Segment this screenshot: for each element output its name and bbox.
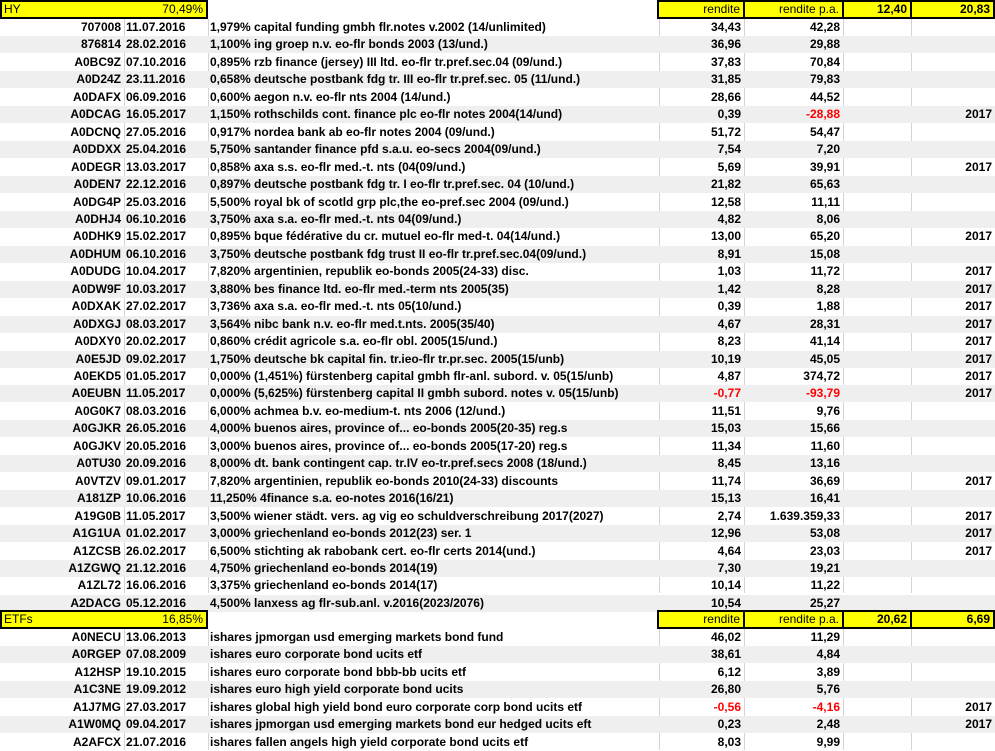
- year-cell[interactable]: [911, 577, 995, 594]
- wkn-cell[interactable]: A0DDXX: [72, 142, 121, 157]
- wkn-cell[interactable]: A0RGEP: [71, 647, 121, 662]
- rendite-pa-cell[interactable]: 41,14: [809, 334, 840, 349]
- rendite-cell[interactable]: 12,58: [710, 194, 741, 209]
- table-row[interactable]: [0, 333, 995, 350]
- date-cell[interactable]: 15.02.2017: [126, 229, 187, 244]
- table-row[interactable]: [0, 403, 995, 420]
- table-row[interactable]: [0, 176, 995, 193]
- year-cell[interactable]: [911, 89, 995, 106]
- table-row[interactable]: [0, 560, 995, 577]
- wkn-cell[interactable]: A12HSP: [74, 664, 121, 679]
- year-cell[interactable]: [911, 176, 995, 193]
- date-cell[interactable]: 06.10.2016: [126, 211, 187, 226]
- rendite-cell[interactable]: 10,14: [710, 578, 741, 593]
- rendite-pa-cell[interactable]: -28,88: [805, 107, 840, 122]
- rendite-pa-cell[interactable]: 5,76: [816, 682, 840, 697]
- year-cell[interactable]: [911, 664, 995, 681]
- date-cell[interactable]: 19.09.2012: [126, 682, 187, 697]
- table-row[interactable]: [0, 316, 995, 333]
- rendite-pa-cell[interactable]: 19,21: [809, 560, 840, 575]
- rendite-cell[interactable]: -0,56: [713, 699, 741, 714]
- year-cell[interactable]: [911, 438, 995, 455]
- rendite-cell[interactable]: -0,77: [713, 386, 741, 401]
- hy-total-1[interactable]: 12,40: [842, 0, 912, 19]
- name-cell[interactable]: 4,750% griechenland eo-bonds 2014(19): [210, 560, 438, 575]
- rendite-pa-cell[interactable]: 42,28: [809, 20, 840, 34]
- rendite-cell[interactable]: 38,61: [710, 647, 741, 662]
- year-cell[interactable]: [911, 246, 995, 263]
- year-cell[interactable]: [911, 734, 995, 751]
- table-row[interactable]: [0, 351, 995, 368]
- table-row[interactable]: [0, 71, 995, 88]
- year-cell[interactable]: 2017: [965, 508, 992, 523]
- name-cell[interactable]: 3,750% axa s.a. eo-flr med.-t. nts 04(09/und.): [210, 211, 462, 226]
- name-cell[interactable]: 4,500% lanxess ag flr-sub.anl. v.2016(2023/2076): [210, 595, 484, 610]
- rendite-pa-cell[interactable]: 9,76: [816, 403, 840, 418]
- etf-rendite-pa-header[interactable]: rendite p.a.: [743, 610, 844, 629]
- name-cell[interactable]: 5,500% royal bk of scotld grp plc,the eo-pref.sec 2004 (09/und.): [210, 194, 569, 209]
- rendite-pa-cell[interactable]: 28,31: [809, 316, 840, 331]
- wkn-cell[interactable]: A0DXY0: [74, 334, 121, 349]
- rendite-cell[interactable]: 1,42: [717, 281, 741, 296]
- rendite-cell[interactable]: 11,34: [711, 438, 741, 453]
- table-row[interactable]: [0, 298, 995, 315]
- year-cell[interactable]: 2017: [965, 229, 992, 244]
- wkn-cell[interactable]: A0DXAK: [71, 299, 121, 314]
- year-cell[interactable]: [911, 36, 995, 53]
- name-cell[interactable]: 1,750% deutsche bk capital fin. tr.ieo-flr tr.pr.sec. 2005(15/unb): [210, 351, 565, 366]
- table-row[interactable]: [0, 124, 995, 141]
- wkn-cell[interactable]: A0GJKR: [72, 421, 121, 436]
- wkn-cell[interactable]: A1ZGWQ: [68, 560, 121, 575]
- table-row[interactable]: [0, 490, 995, 507]
- year-cell[interactable]: 2017: [965, 281, 992, 296]
- year-cell[interactable]: [911, 681, 995, 698]
- year-cell[interactable]: 2017: [965, 473, 992, 488]
- rendite-cell[interactable]: 8,23: [717, 334, 741, 349]
- year-cell[interactable]: [911, 420, 995, 437]
- table-row[interactable]: [0, 106, 995, 123]
- year-cell[interactable]: 2017: [965, 159, 992, 174]
- etf-label-cell[interactable]: [0, 610, 208, 629]
- table-row[interactable]: [0, 473, 995, 490]
- hy-label-cell[interactable]: [0, 0, 208, 19]
- name-cell[interactable]: 7,820% argentinien, republik eo-bonds 2005(24-33) disc.: [210, 264, 529, 279]
- year-cell[interactable]: 2017: [965, 299, 992, 314]
- rendite-pa-cell[interactable]: 8,28: [816, 281, 840, 296]
- name-cell[interactable]: 11,250% 4finance s.a. eo-notes 2016(16/21): [210, 491, 454, 506]
- date-cell[interactable]: 19.10.2015: [126, 664, 187, 679]
- rendite-pa-cell[interactable]: 36,69: [809, 473, 840, 488]
- etf-total-2[interactable]: 6,69: [910, 610, 995, 629]
- name-cell[interactable]: 3,000% griechenland eo-bonds 2012(23) ser. 1: [210, 526, 472, 541]
- name-cell[interactable]: 3,564% nibc bank n.v. eo-flr med.t.nts. 2005(35/40): [210, 316, 495, 331]
- rendite-pa-cell[interactable]: 8,06: [816, 211, 840, 226]
- rendite-cell[interactable]: 4,87: [717, 369, 741, 383]
- table-row[interactable]: [0, 543, 995, 560]
- name-cell[interactable]: ishares fallen angels high yield corporate bond ucits etf: [210, 734, 529, 749]
- year-cell[interactable]: [911, 629, 995, 646]
- date-cell[interactable]: 22.12.2016: [126, 177, 187, 192]
- date-cell[interactable]: 10.03.2017: [126, 281, 187, 296]
- rendite-cell[interactable]: 34,43: [710, 20, 741, 34]
- year-cell[interactable]: [911, 124, 995, 141]
- name-cell[interactable]: 0,860% crédit agricole s.a. eo-flr obl. 2005(15/und.): [210, 334, 498, 349]
- date-cell[interactable]: 23.11.2016: [126, 72, 186, 87]
- name-cell[interactable]: 0,000% (5,625%) fürstenberg capital II gmbh subord. notes v. 05(15/unb): [210, 386, 619, 401]
- table-row[interactable]: [0, 681, 995, 698]
- name-cell[interactable]: 6,500% stichting ak rabobank cert. eo-flr certs 2014(und.): [210, 543, 536, 558]
- name-cell[interactable]: 3,500% wiener städt. vers. ag vig eo schuldverschreibung 2017(2027): [210, 508, 604, 523]
- date-cell[interactable]: 09.02.2017: [126, 351, 187, 366]
- year-cell[interactable]: 2017: [965, 316, 992, 331]
- year-cell[interactable]: 2017: [965, 369, 992, 383]
- rendite-pa-cell[interactable]: -4,16: [812, 699, 840, 714]
- date-cell[interactable]: 01.05.2017: [126, 369, 187, 383]
- wkn-cell[interactable]: A0NECU: [71, 630, 121, 644]
- date-cell[interactable]: 07.08.2009: [126, 647, 187, 662]
- wkn-cell[interactable]: A0DAFX: [72, 89, 121, 104]
- rendite-pa-cell[interactable]: 54,47: [809, 124, 840, 139]
- name-cell[interactable]: ishares jpmorgan usd emerging markets bond eur hedged ucits eft: [210, 717, 592, 732]
- name-cell[interactable]: 0,658% deutsche postbank fdg tr. III eo-flr tr.pref.sec. 05 (11/und.): [210, 72, 581, 87]
- rendite-pa-cell[interactable]: 29,88: [809, 37, 840, 52]
- wkn-cell[interactable]: A1W0MQ: [68, 717, 121, 732]
- table-row[interactable]: [0, 734, 995, 751]
- wkn-cell[interactable]: A19G0B: [74, 508, 121, 523]
- date-cell[interactable]: 16.05.2017: [126, 107, 187, 122]
- rendite-pa-cell[interactable]: 1,88: [816, 299, 840, 314]
- table-row[interactable]: [0, 664, 995, 681]
- rendite-cell[interactable]: 10,54: [710, 595, 741, 610]
- rendite-cell[interactable]: 51,72: [710, 124, 741, 139]
- date-cell[interactable]: 27.02.2017: [126, 299, 187, 314]
- wkn-cell[interactable]: A0DHK9: [72, 229, 121, 244]
- year-cell[interactable]: 2017: [965, 699, 992, 714]
- rendite-pa-cell[interactable]: 65,20: [809, 229, 840, 244]
- year-cell[interactable]: 2017: [965, 107, 992, 122]
- table-row[interactable]: [0, 141, 995, 158]
- name-cell[interactable]: 0,897% deutsche postbank fdg tr. I eo-flr tr.pref.sec. 04 (10/und.): [210, 177, 575, 192]
- year-cell[interactable]: 2017: [965, 386, 992, 401]
- date-cell[interactable]: 08.03.2017: [126, 316, 187, 331]
- year-cell[interactable]: [911, 71, 995, 88]
- table-row[interactable]: [0, 54, 995, 71]
- date-cell[interactable]: 05.12.2016: [126, 595, 187, 610]
- rendite-pa-cell[interactable]: 11,72: [810, 264, 840, 279]
- date-cell[interactable]: 20.09.2016: [126, 456, 187, 471]
- date-cell[interactable]: 25.04.2016: [126, 142, 187, 157]
- year-cell[interactable]: [911, 560, 995, 577]
- hy-total-2[interactable]: 20,83: [910, 0, 995, 19]
- wkn-cell[interactable]: A0G0K7: [74, 403, 121, 418]
- rendite-pa-cell[interactable]: 7,20: [816, 142, 840, 157]
- name-cell[interactable]: 5,750% santander finance pfd s.a.u. eo-secs 2004(09/und.): [210, 142, 541, 157]
- wkn-cell[interactable]: A0D24Z: [76, 72, 121, 87]
- rendite-cell[interactable]: 4,82: [717, 211, 741, 226]
- date-cell[interactable]: 20.05.2016: [126, 438, 187, 453]
- wkn-cell[interactable]: A1ZCSB: [72, 543, 121, 558]
- rendite-pa-cell[interactable]: 11,29: [810, 630, 840, 644]
- wkn-cell[interactable]: A0E5JD: [75, 351, 121, 366]
- rendite-cell[interactable]: 11,51: [711, 403, 741, 418]
- rendite-cell[interactable]: 6,12: [717, 664, 741, 679]
- rendite-pa-cell[interactable]: 25,27: [809, 595, 840, 610]
- rendite-cell[interactable]: 15,03: [710, 421, 741, 436]
- name-cell[interactable]: ishares euro corporate bond ucits etf: [210, 647, 423, 662]
- rendite-cell[interactable]: 0,39: [717, 107, 741, 122]
- etf-rendite-header[interactable]: rendite: [657, 610, 745, 629]
- wkn-cell[interactable]: A0DUDG: [70, 264, 121, 279]
- date-cell[interactable]: 11.05.2017: [126, 508, 186, 523]
- wkn-cell[interactable]: A0TU30: [76, 456, 121, 471]
- etf-label: ETFs: [4, 612, 33, 626]
- date-cell[interactable]: 28.02.2016: [126, 37, 187, 52]
- wkn-cell[interactable]: A0DXGJ: [72, 316, 121, 331]
- name-cell[interactable]: ishares global high yield bond euro corporate corp bond ucits etf: [210, 699, 583, 714]
- rendite-cell[interactable]: 21,82: [710, 177, 741, 192]
- wkn-cell[interactable]: A1C3NE: [73, 682, 121, 697]
- wkn-cell[interactable]: 707008: [80, 20, 121, 34]
- wkn-cell[interactable]: A0DEGR: [70, 159, 121, 174]
- year-cell[interactable]: 2017: [965, 526, 992, 541]
- name-cell[interactable]: 3,750% deutsche postbank fdg trust II eo-flr tr.pref.sec.04(09/und.): [210, 246, 587, 261]
- rendite-cell[interactable]: 26,80: [710, 682, 741, 697]
- table-row[interactable]: [0, 508, 995, 525]
- name-cell[interactable]: 8,000% dt. bank contingent cap. tr.IV eo-tr.pref.secs 2008 (18/und.): [210, 456, 587, 471]
- rendite-cell[interactable]: 0,23: [717, 717, 741, 732]
- table-row[interactable]: [0, 194, 995, 211]
- name-cell[interactable]: ishares euro high yield corporate bond ucits: [210, 682, 464, 697]
- table-row[interactable]: [0, 36, 995, 53]
- rendite-pa-cell[interactable]: 2,48: [816, 717, 840, 732]
- rendite-pa-cell[interactable]: 70,84: [809, 54, 840, 69]
- wkn-cell[interactable]: A0DCNQ: [70, 124, 121, 139]
- year-cell[interactable]: [911, 455, 995, 472]
- date-cell[interactable]: 26.02.2017: [126, 543, 187, 558]
- rendite-pa-cell[interactable]: 11,60: [810, 438, 840, 453]
- rendite-pa-cell[interactable]: 15,66: [809, 421, 840, 436]
- date-cell[interactable]: 11.07.2016: [126, 20, 186, 34]
- rendite-pa-cell[interactable]: 3,89: [816, 664, 840, 679]
- rendite-pa-cell[interactable]: -93,79: [805, 386, 840, 401]
- table-row[interactable]: [0, 420, 995, 437]
- rendite-cell[interactable]: 31,85: [710, 72, 741, 87]
- wkn-cell[interactable]: A2DACG: [70, 595, 121, 610]
- table-row[interactable]: [0, 228, 995, 245]
- wkn-cell[interactable]: A0DW9F: [71, 281, 121, 296]
- date-cell[interactable]: 10.06.2016: [126, 491, 187, 506]
- rendite-pa-cell[interactable]: 53,08: [809, 526, 840, 541]
- rendite-cell[interactable]: 36,96: [710, 37, 741, 52]
- name-cell[interactable]: 0,895% bque fédérative du cr. mutuel eo-flr med-t. 04(14/und.): [210, 229, 561, 244]
- date-cell[interactable]: 09.01.2017: [126, 473, 187, 488]
- date-cell[interactable]: 27.03.2017: [126, 699, 187, 714]
- rendite-cell[interactable]: 46,02: [710, 630, 741, 644]
- year-cell[interactable]: [911, 194, 995, 211]
- date-cell[interactable]: 09.04.2017: [126, 717, 187, 732]
- wkn-cell[interactable]: A1G1UA: [72, 526, 121, 541]
- etf-total-1[interactable]: 20,62: [842, 610, 912, 629]
- table-row[interactable]: [0, 246, 995, 263]
- year-cell[interactable]: 2017: [965, 543, 992, 558]
- name-cell[interactable]: 0,858% axa s.s. eo-flr med.-t. nts (04(09/und.): [210, 159, 466, 174]
- rendite-cell[interactable]: 8,45: [717, 456, 741, 471]
- table-row[interactable]: [0, 263, 995, 280]
- date-cell[interactable]: 20.02.2017: [126, 334, 187, 349]
- year-cell[interactable]: [911, 141, 995, 158]
- rendite-cell[interactable]: 7,54: [717, 142, 741, 157]
- name-cell[interactable]: ishares euro corporate bond bbb-bb ucits etf: [210, 664, 467, 679]
- date-cell[interactable]: 16.06.2016: [126, 578, 187, 593]
- rendite-cell[interactable]: 4,64: [717, 543, 741, 558]
- name-cell[interactable]: 3,880% bes finance ltd. eo-flr med.-term nts 2005(35): [210, 281, 509, 296]
- date-cell[interactable]: 13.06.2013: [126, 630, 187, 644]
- name-cell[interactable]: 6,000% achmea b.v. eo-medium-t. nts 2006 (12/und.): [210, 403, 506, 418]
- year-cell[interactable]: 2017: [965, 334, 992, 349]
- rendite-pa-cell[interactable]: 16,41: [809, 491, 840, 506]
- table-row[interactable]: [0, 368, 995, 385]
- date-cell[interactable]: 06.09.2016: [126, 89, 187, 104]
- date-cell[interactable]: 27.05.2016: [126, 124, 187, 139]
- rendite-cell[interactable]: 12,96: [710, 526, 741, 541]
- date-cell[interactable]: 21.07.2016: [126, 734, 187, 749]
- year-cell[interactable]: [911, 490, 995, 507]
- year-cell[interactable]: 2017: [965, 717, 992, 732]
- date-cell[interactable]: 11.05.2017: [126, 386, 186, 401]
- hy-label: HY: [4, 2, 21, 16]
- wkn-cell[interactable]: A181ZP: [76, 491, 121, 506]
- date-cell[interactable]: 10.04.2017: [126, 264, 187, 279]
- rendite-cell[interactable]: 0,39: [717, 299, 741, 314]
- rendite-pa-cell[interactable]: 4,84: [816, 647, 840, 662]
- name-cell[interactable]: 0,917% nordea bank ab eo-flr notes 2004 (09/und.): [210, 124, 495, 139]
- name-cell[interactable]: 1,100% ing groep n.v. eo-flr bonds 2003 (13/und.): [210, 37, 488, 52]
- date-cell[interactable]: 07.10.2016: [126, 54, 187, 69]
- wkn-cell[interactable]: A1ZL72: [77, 578, 121, 593]
- rendite-cell[interactable]: 28,66: [710, 89, 741, 104]
- rendite-pa-cell[interactable]: 11,11: [811, 194, 840, 209]
- table-row[interactable]: [0, 438, 995, 455]
- rendite-pa-cell[interactable]: 13,16: [809, 456, 840, 471]
- name-cell[interactable]: 7,820% argentinien, republik eo-bonds 2010(24-33) discounts: [210, 473, 559, 488]
- year-cell[interactable]: [911, 19, 995, 36]
- rendite-pa-cell[interactable]: 45,05: [809, 351, 840, 366]
- year-cell[interactable]: [911, 403, 995, 420]
- rendite-cell[interactable]: 8,91: [717, 246, 741, 261]
- rendite-pa-cell[interactable]: 15,08: [809, 246, 840, 261]
- rendite-pa-cell[interactable]: 374,72: [803, 369, 840, 383]
- date-cell[interactable]: 13.03.2017: [126, 159, 187, 174]
- year-cell[interactable]: [911, 54, 995, 71]
- name-cell[interactable]: ishares jpmorgan usd emerging markets bond fund: [210, 630, 504, 644]
- wkn-cell[interactable]: A1J7MG: [72, 699, 121, 714]
- table-row[interactable]: [0, 455, 995, 472]
- rendite-cell[interactable]: 37,83: [710, 54, 741, 69]
- rendite-pa-cell[interactable]: 1.639.359,33: [769, 508, 840, 523]
- rendite-pa-cell[interactable]: 65,63: [809, 177, 840, 192]
- wkn-cell[interactable]: A0DHUM: [69, 246, 121, 261]
- name-cell[interactable]: 1,150% rothschilds cont. finance plc eo-flr notes 2004(14/und): [210, 107, 563, 122]
- table-row[interactable]: [0, 716, 995, 733]
- rendite-cell[interactable]: 11,74: [711, 473, 741, 488]
- date-cell[interactable]: 25.03.2016: [126, 194, 187, 209]
- name-cell[interactable]: 4,000% buenos aires, province of... eo-bonds 2005(20-35) reg.s: [210, 421, 568, 436]
- table-row[interactable]: [0, 525, 995, 542]
- year-cell[interactable]: [911, 646, 995, 663]
- hy-rendite-pa-header[interactable]: rendite p.a.: [743, 0, 844, 19]
- name-cell[interactable]: 3,000% buenos aires, province of... eo-bonds 2005(17-20) reg.s: [210, 438, 568, 453]
- wkn-cell[interactable]: A0DEN7: [73, 177, 121, 192]
- table-row[interactable]: [0, 211, 995, 228]
- wkn-cell[interactable]: A0DG4P: [72, 194, 121, 209]
- table-row[interactable]: [0, 19, 995, 36]
- table-row[interactable]: [0, 281, 995, 298]
- table-row[interactable]: [0, 629, 995, 646]
- table-row[interactable]: [0, 89, 995, 106]
- rendite-cell[interactable]: 2,74: [717, 508, 741, 523]
- date-cell[interactable]: 08.03.2016: [126, 403, 187, 418]
- rendite-cell[interactable]: 1,03: [717, 264, 741, 279]
- date-cell[interactable]: 21.12.2016: [126, 560, 187, 575]
- etf-percent: 16,85%: [162, 612, 203, 626]
- rendite-pa-cell[interactable]: 9,99: [816, 734, 840, 749]
- hy-rendite-header[interactable]: rendite: [657, 0, 745, 19]
- rendite-pa-cell[interactable]: 79,83: [809, 72, 840, 87]
- name-cell[interactable]: 3,375% griechenland eo-bonds 2014(17): [210, 578, 438, 593]
- table-row[interactable]: [0, 385, 995, 402]
- rendite-cell[interactable]: 4,67: [717, 316, 741, 331]
- wkn-cell[interactable]: A0BC9Z: [74, 54, 121, 69]
- table-row[interactable]: [0, 577, 995, 594]
- table-row[interactable]: [0, 159, 995, 176]
- rendite-cell[interactable]: 13,00: [710, 229, 741, 244]
- rendite-pa-cell[interactable]: 44,52: [809, 89, 840, 104]
- wkn-cell[interactable]: A0EUBN: [71, 386, 121, 401]
- rendite-pa-cell[interactable]: 23,03: [809, 543, 840, 558]
- year-cell[interactable]: 2017: [965, 264, 992, 279]
- name-cell[interactable]: 1,979% capital funding gmbh flr.notes v.2002 (14/unlimited): [210, 20, 546, 34]
- rendite-cell[interactable]: 15,13: [710, 491, 741, 506]
- rendite-cell[interactable]: 7,30: [717, 560, 741, 575]
- wkn-cell[interactable]: A0EKD5: [73, 369, 121, 383]
- wkn-cell[interactable]: 876814: [80, 37, 121, 52]
- rendite-cell[interactable]: 5,69: [717, 159, 741, 174]
- year-cell[interactable]: [911, 211, 995, 228]
- name-cell[interactable]: 0,600% aegon n.v. eo-flr nts 2004 (14/und.): [210, 89, 451, 104]
- rendite-cell[interactable]: 10,19: [710, 351, 741, 366]
- hy-percent: 70,49%: [162, 2, 203, 16]
- wkn-cell[interactable]: A0DCAG: [70, 107, 121, 122]
- wkn-cell[interactable]: A0DHJ4: [74, 211, 121, 226]
- wkn-cell[interactable]: A2AFCX: [72, 734, 121, 749]
- date-cell[interactable]: 01.02.2017: [126, 526, 187, 541]
- table-row[interactable]: [0, 646, 995, 663]
- wkn-cell[interactable]: A0GJKV: [72, 438, 121, 453]
- date-cell[interactable]: 26.05.2016: [126, 421, 187, 436]
- name-cell[interactable]: 0,895% rzb finance (jersey) III ltd. eo-flr tr.pref.sec.04 (09/und.): [210, 54, 563, 69]
- rendite-pa-cell[interactable]: 39,91: [809, 159, 840, 174]
- table-row[interactable]: [0, 699, 995, 716]
- year-cell[interactable]: 2017: [965, 351, 992, 366]
- wkn-cell[interactable]: A0VTZV: [74, 473, 121, 488]
- rendite-pa-cell[interactable]: 11,22: [810, 578, 840, 593]
- date-cell[interactable]: 06.10.2016: [126, 246, 187, 261]
- name-cell[interactable]: 3,736% axa s.a. eo-flr med.-t. nts 05(10/und.): [210, 299, 462, 314]
- name-cell[interactable]: 0,000% (1,451%) fürstenberg capital gmbh flr-anl. subord. v. 05(15/unb): [210, 369, 614, 383]
- rendite-cell[interactable]: 8,03: [717, 734, 741, 749]
